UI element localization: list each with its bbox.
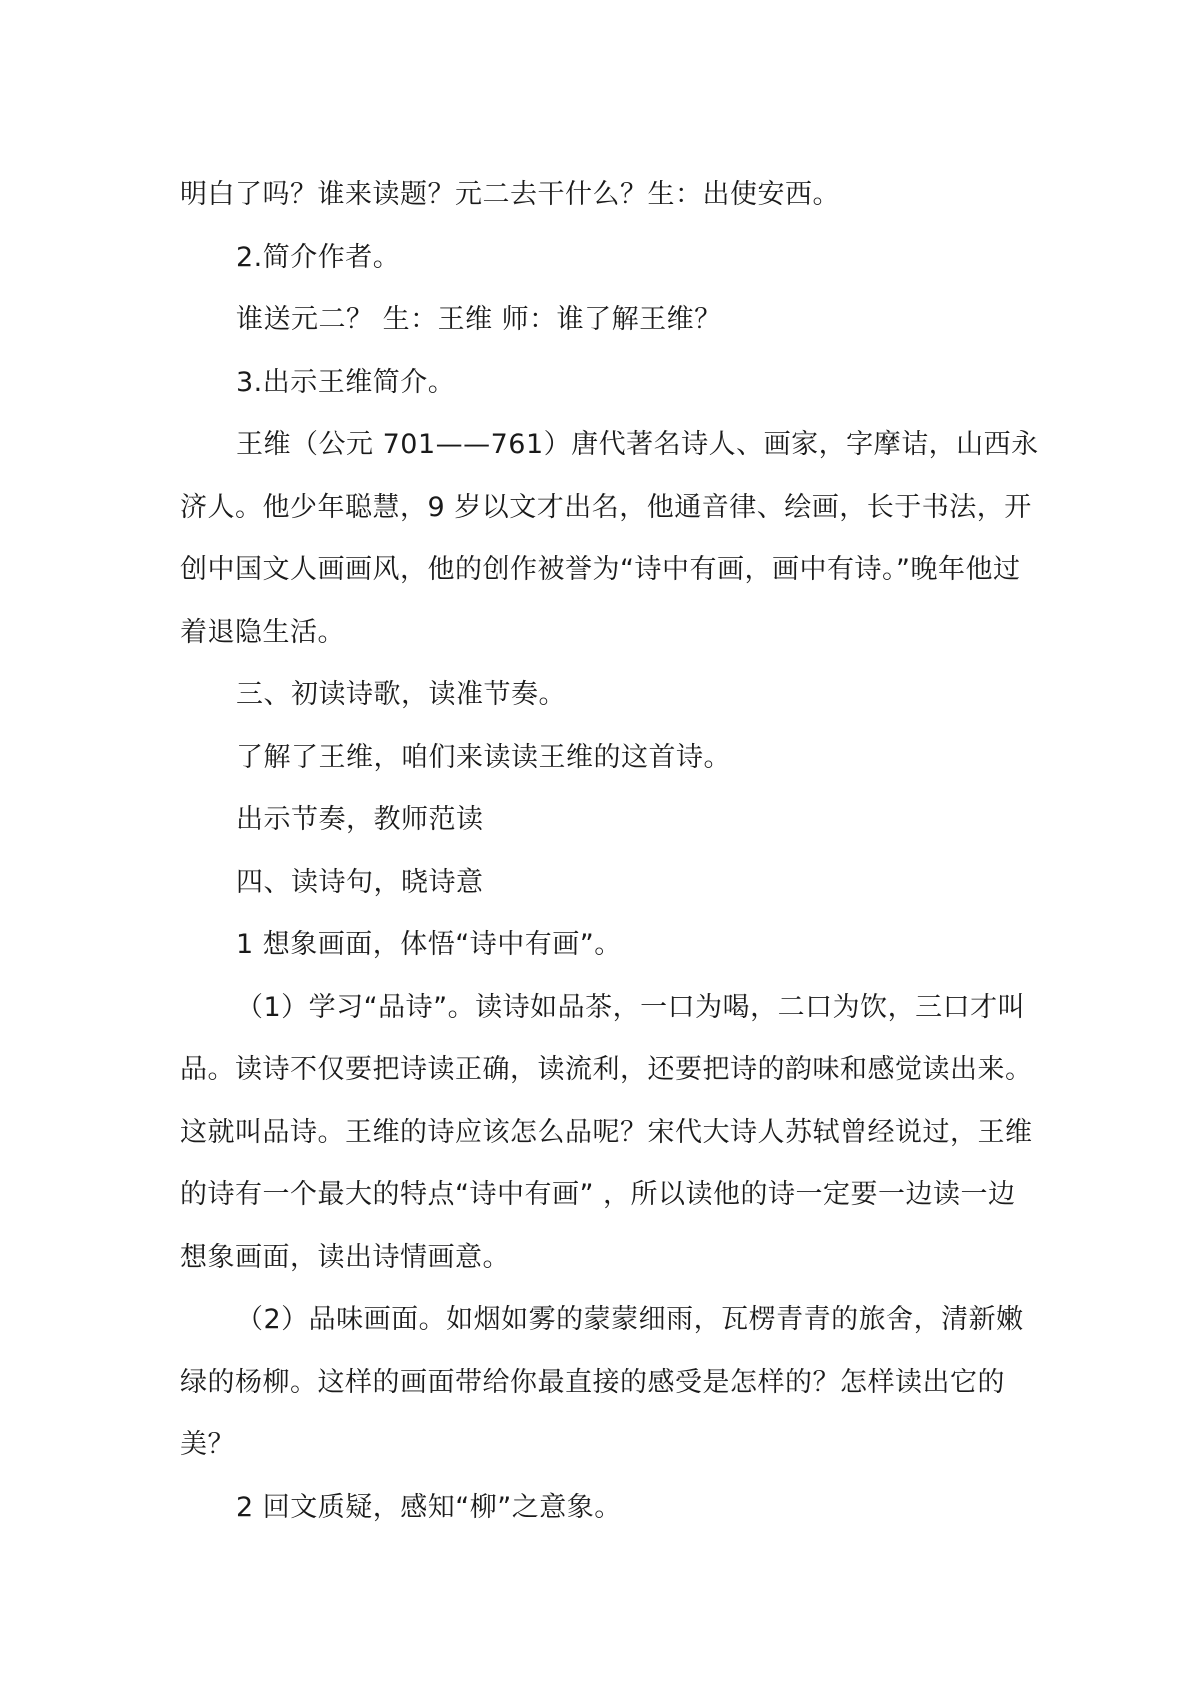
paragraph-author-intro-heading: 2.简介作者。 [236,241,401,273]
paragraph-show-intro-heading: 3.出示王维简介。 [236,366,456,398]
paragraph-savor-picture: （2）品味画面。如烟如雾的蒙蒙细雨，瓦楞青青的旅舍，清新嫩绿的杨柳。这样的画面带给你最直接的感受是怎样的？怎样读出它的美？ [180,1304,1024,1460]
paragraph-savor-poem: （1）学习“品诗”。读诗如品茶，一口为喝，二口为饮，三口才叫品。读诗不仅要把诗读正确，读流利，还要把诗的韵味和感觉读出来。这就叫品诗。王维的诗应该怎么品呢？宋代大诗人苏轼曾经说过，王维的诗有一个最大的特点“诗中有画” ，所以读他的诗一定要一边读一边想象画面，读出诗情画意。 [180,991,1033,1273]
paragraph-continuation: 明白了吗？谁来读题？元二去干什么？生：出使安西。 [180,179,840,210]
paragraph-wang-wei-bio: 王维（公元 701——761）唐代著名诗人、画家，字摩诘，山西永济人。他少年聪慧，9 岁以文才出名，他通音律、绘画，长于书法，开创中国文人画画风，他的创作被誉为“诗中有画，画中有诗。”晚年他过着退隐生活。 [180,429,1039,648]
section-heading-first-reading: 三、初读诗歌，读准节奏。 [236,679,566,710]
paragraph-read-poem: 了解了王维，咱们来读读王维的这首诗。 [236,741,731,773]
paragraph-show-rhythm: 出示节奏，教师范读 [236,804,484,835]
paragraph-dialogue: 谁送元二？ 生：王维 师：谁了解王维？ [236,304,722,335]
paragraph-willow-imagery-heading: 2 回文质疑，感知“柳”之意象。 [236,1491,622,1523]
document-body [180,164,1040,1539]
section-heading-understand-meaning: 四、读诗句，晓诗意 [236,866,484,898]
paragraph-imagine-heading: 1 想象画面，体悟“诗中有画”。 [236,929,622,960]
